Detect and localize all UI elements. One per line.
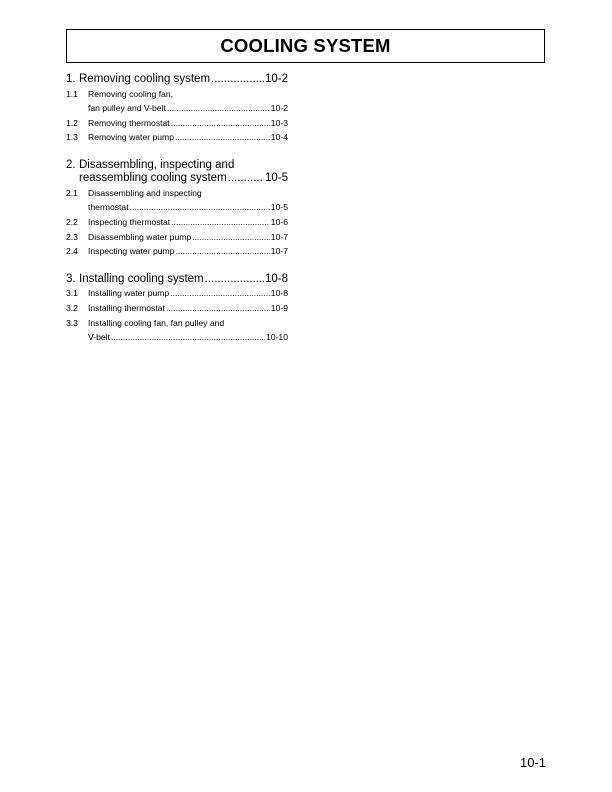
toc-entry-main-continuation[interactable] [66, 172, 288, 186]
entry-text: Removing cooling system [79, 73, 211, 85]
entry-number: 2.3 [66, 231, 78, 242]
entry-text: reassembling cooling system [79, 172, 227, 185]
entry-text: V-belt [88, 332, 110, 343]
entry-number: 1.2 [66, 117, 78, 128]
toc-entry-sub[interactable] [66, 186, 288, 201]
entry-page: 10-5 [270, 202, 288, 213]
entry-page: 10-4 [270, 132, 288, 143]
entry-page: 10-10 [266, 332, 288, 343]
entry-text: Removing thermostat [88, 117, 170, 128]
leader-dots [111, 330, 265, 345]
leader-dots [192, 230, 270, 245]
leader-dots [228, 172, 264, 186]
entry-text: Disassembling water pump [88, 231, 192, 242]
toc-entry-sub[interactable] [66, 286, 288, 301]
toc-entry-sub-continuation[interactable] [66, 101, 288, 116]
entry-page: 10-9 [270, 302, 288, 313]
entry-text: Inspecting thermostat [88, 217, 171, 228]
toc-section-3 [66, 273, 288, 345]
entry-page: 10-8 [270, 288, 288, 299]
entry-number: 1.1 [66, 88, 78, 99]
entry-text: thermostat [88, 202, 129, 213]
toc-entry-main[interactable] [66, 73, 288, 87]
entry-text: Inspecting water pump [88, 246, 175, 257]
entry-page: 10-8 [264, 272, 288, 285]
entry-page: 10-2 [270, 103, 288, 114]
entry-text: Removing water pump [88, 132, 174, 143]
leader-dots [167, 101, 270, 116]
entry-page: 10-7 [270, 246, 288, 257]
entry-number: 2.4 [66, 246, 78, 257]
entry-page: 10-3 [270, 117, 288, 128]
entry-text: Installing cooling fan, fan pulley and [88, 317, 225, 328]
title-box [66, 29, 545, 63]
toc-entry-main[interactable] [66, 273, 288, 287]
toc-entry-sub-continuation[interactable] [66, 330, 288, 345]
toc-entry-main[interactable] [66, 159, 288, 173]
table-of-contents [66, 73, 288, 359]
leader-dots [171, 116, 270, 131]
entry-number: 1. [66, 73, 76, 85]
leader-dots [130, 200, 270, 215]
page-title: COOLING SYSTEM [220, 35, 391, 56]
entry-number: 3.2 [66, 302, 78, 313]
entry-text: Installing thermostat [88, 302, 165, 313]
toc-entry-sub[interactable] [66, 87, 288, 102]
toc-entry-sub[interactable] [66, 130, 288, 145]
toc-entry-sub[interactable] [66, 116, 288, 131]
leader-dots [171, 215, 270, 230]
entry-text: Disassembling and inspecting [88, 187, 202, 198]
entry-number: 3. [66, 272, 76, 285]
leader-dots [211, 73, 264, 87]
entry-number: 2.2 [66, 217, 78, 228]
leader-dots [205, 273, 264, 287]
entry-text: Installing water pump [88, 288, 170, 299]
toc-entry-sub[interactable] [66, 301, 288, 316]
entry-text: fan pulley and V-belt [88, 103, 166, 114]
entry-page: 10-5 [264, 172, 288, 185]
toc-section-1 [66, 73, 288, 145]
page-number: 10-1 [519, 755, 546, 770]
entry-page: 10-6 [270, 217, 288, 228]
entry-number: 2.1 [66, 187, 78, 198]
leader-dots [170, 286, 270, 301]
toc-entry-sub[interactable] [66, 316, 288, 331]
entry-number: 3.1 [66, 288, 78, 299]
toc-entry-sub-continuation[interactable] [66, 200, 288, 215]
entry-number: 1.3 [66, 132, 78, 143]
toc-entry-sub[interactable] [66, 230, 288, 245]
entry-text: Disassembling, inspecting and [79, 158, 235, 171]
entry-text: Removing cooling fan, [88, 88, 174, 99]
leader-dots [175, 244, 269, 259]
toc-section-2 [66, 159, 288, 259]
entry-text: Installing cooling system [79, 272, 204, 285]
entry-number: 2. [66, 158, 76, 171]
leader-dots [166, 301, 270, 316]
leader-dots [175, 130, 270, 145]
entry-page: 10-7 [270, 231, 288, 242]
entry-page: 10-2 [264, 73, 288, 85]
toc-entry-sub[interactable] [66, 215, 288, 230]
entry-number: 3.3 [66, 317, 78, 328]
toc-entry-sub[interactable] [66, 244, 288, 259]
